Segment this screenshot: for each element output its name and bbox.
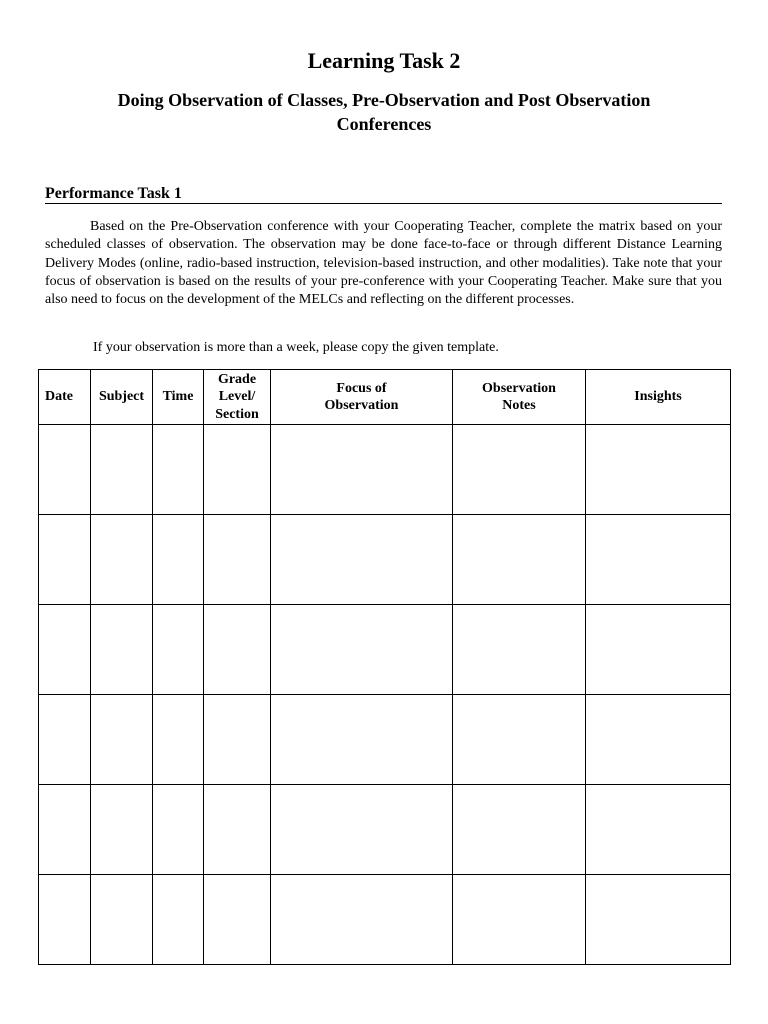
- header-subject: Subject: [91, 370, 153, 425]
- focus-cell[interactable]: [271, 875, 453, 965]
- date-cell[interactable]: [39, 785, 91, 875]
- table-row: [39, 875, 731, 965]
- grade-cell[interactable]: [204, 605, 271, 695]
- subject-cell[interactable]: [91, 605, 153, 695]
- date-cell[interactable]: [39, 425, 91, 515]
- subject-cell[interactable]: [91, 515, 153, 605]
- table-row: [39, 515, 731, 605]
- date-cell[interactable]: [39, 605, 91, 695]
- insights-cell[interactable]: [586, 695, 731, 785]
- subject-cell[interactable]: [91, 425, 153, 515]
- insights-cell[interactable]: [586, 605, 731, 695]
- focus-cell[interactable]: [271, 515, 453, 605]
- time-cell[interactable]: [153, 605, 204, 695]
- notes-cell[interactable]: [453, 605, 586, 695]
- insights-cell[interactable]: [586, 875, 731, 965]
- time-cell[interactable]: [153, 515, 204, 605]
- grade-cell[interactable]: [204, 515, 271, 605]
- header-date: Date: [39, 370, 91, 425]
- grade-cell[interactable]: [204, 875, 271, 965]
- table-row: [39, 425, 731, 515]
- subject-cell[interactable]: [91, 785, 153, 875]
- notes-cell[interactable]: [453, 425, 586, 515]
- header-insights: Insights: [586, 370, 731, 425]
- template-note: If your observation is more than a week, please copy the given template.: [93, 340, 499, 355]
- grade-cell[interactable]: [204, 695, 271, 785]
- subject-cell[interactable]: [91, 695, 153, 785]
- page-title: Learning Task 2: [307, 48, 461, 73]
- insights-cell[interactable]: [586, 515, 731, 605]
- subject-cell[interactable]: [91, 875, 153, 965]
- header-grade-level-section: Grade Level/ Section: [204, 370, 271, 425]
- page-subtitle: Doing Observation of Classes, Pre-Observation and Post Observation Conferences: [117, 90, 651, 134]
- time-cell[interactable]: [153, 785, 204, 875]
- insights-cell[interactable]: [586, 785, 731, 875]
- date-cell[interactable]: [39, 875, 91, 965]
- table-row: [39, 785, 731, 875]
- notes-cell[interactable]: [453, 695, 586, 785]
- focus-cell[interactable]: [271, 695, 453, 785]
- time-cell[interactable]: [153, 875, 204, 965]
- header-observation-notes: Observation Notes: [453, 370, 586, 425]
- date-cell[interactable]: [39, 515, 91, 605]
- focus-cell[interactable]: [271, 425, 453, 515]
- insights-cell[interactable]: [586, 425, 731, 515]
- time-cell[interactable]: [153, 695, 204, 785]
- table-row: [39, 605, 731, 695]
- instructions-paragraph: Based on the Pre-Observation conference with your Cooperating Teacher, complete the matrix based on your scheduled classes of observation. The observation may be done face-to-face or through different Distance Learning Delivery Modes (online, radio-based instruction, television-based instruction, and other modalities). Take note that your focus of observation is based on the results of your pre-conference with your Cooperating Teacher. Make sure that you also need to focus on the development of the MELCs and reflecting on the different processes.: [45, 219, 722, 308]
- section-heading: Performance Task 1: [45, 184, 722, 204]
- focus-cell[interactable]: [271, 785, 453, 875]
- table-row: [39, 695, 731, 785]
- date-cell[interactable]: [39, 695, 91, 785]
- grade-cell[interactable]: [204, 785, 271, 875]
- observation-matrix: [38, 369, 731, 965]
- header-time: Time: [153, 370, 204, 425]
- focus-cell[interactable]: [271, 605, 453, 695]
- notes-cell[interactable]: [453, 875, 586, 965]
- notes-cell[interactable]: [453, 785, 586, 875]
- notes-cell[interactable]: [453, 515, 586, 605]
- header-focus-of-observation: Focus of Observation: [271, 370, 453, 425]
- grade-cell[interactable]: [204, 425, 271, 515]
- time-cell[interactable]: [153, 425, 204, 515]
- header-row: [39, 370, 731, 425]
